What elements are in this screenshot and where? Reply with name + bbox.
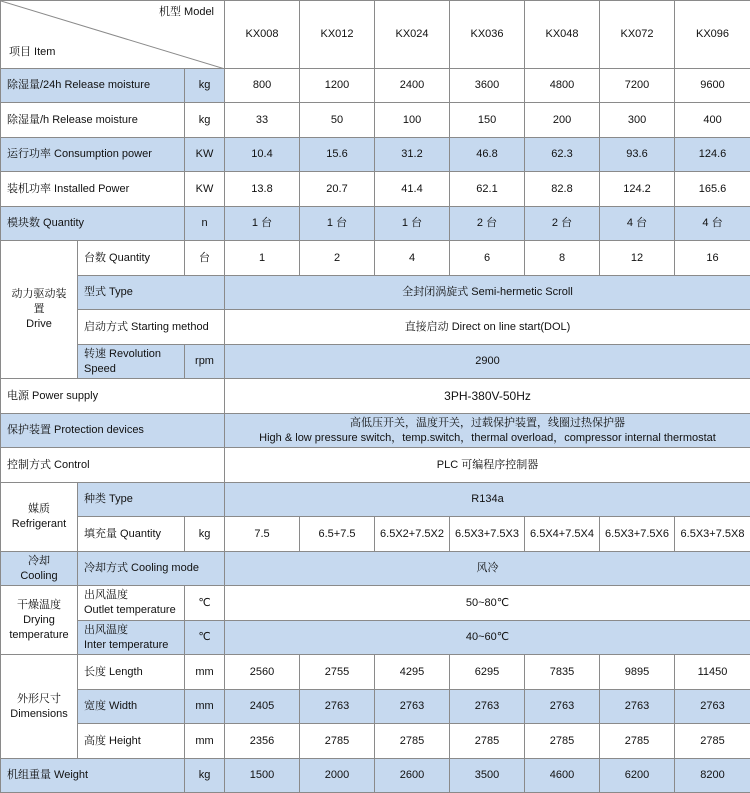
row-unit: 台 [185, 241, 225, 276]
header-diagonal-cell [1, 1, 225, 69]
merged-value: 3PH-380V-50Hz [225, 379, 750, 414]
model-header-label: 机型 Model [159, 5, 214, 20]
row-label: 冷却方式 Cooling mode [78, 552, 225, 586]
table-cell: 1 台 [375, 207, 450, 241]
table-cell: 2600 [375, 759, 450, 793]
row-unit: mm [185, 690, 225, 724]
merged-value: 40~60℃ [225, 621, 750, 655]
table-cell: 4 台 [600, 207, 675, 241]
table-row [1, 690, 750, 724]
table-cell: 31.2 [375, 138, 450, 172]
model-name: KX012 [300, 1, 375, 69]
table-cell: 100 [375, 103, 450, 138]
row-unit: KW [185, 172, 225, 207]
table-cell: 12 [600, 241, 675, 276]
table-cell: 1200 [300, 69, 375, 103]
row-label: 宽度 Width [78, 690, 185, 724]
merged-value: 直接启动 Direct on line start(DOL) [225, 310, 750, 345]
row-label: 台数 Quantity [78, 241, 185, 276]
table-row [1, 241, 750, 276]
row-label: 出风温度 Outlet temperature [78, 586, 185, 621]
row-label: 出风温度 Inter temperature [78, 621, 185, 655]
group-label-drying: 干燥温度 Drying temperature [1, 586, 78, 655]
table-cell: 2785 [375, 724, 450, 759]
row-unit: rpm [185, 345, 225, 379]
row-label: 种类 Type [78, 483, 225, 517]
table-cell: 2763 [675, 690, 750, 724]
table-cell: 4 [375, 241, 450, 276]
table-cell: 2763 [600, 690, 675, 724]
row-label: 电源 Power supply [1, 379, 225, 414]
group-label-dimensions: 外形尺寸 Dimensions [1, 655, 78, 759]
table-row [1, 138, 750, 172]
row-label: 高度 Height [78, 724, 185, 759]
model-name: KX096 [675, 1, 750, 69]
table-row [1, 207, 750, 241]
model-name: KX036 [450, 1, 525, 69]
table-cell: 400 [675, 103, 750, 138]
table-cell: 2560 [225, 655, 300, 690]
table-row [1, 724, 750, 759]
group-label-cooling: 冷却 Cooling [1, 552, 78, 586]
table-row [1, 655, 750, 690]
table-row [1, 172, 750, 207]
row-label: 控制方式 Control [1, 448, 225, 483]
table-cell: 6200 [600, 759, 675, 793]
table-cell: 20.7 [300, 172, 375, 207]
table-cell: 2356 [225, 724, 300, 759]
table-cell: 62.3 [525, 138, 600, 172]
table-cell: 8 [525, 241, 600, 276]
table-cell: 11450 [675, 655, 750, 690]
table-row [1, 379, 750, 414]
table-cell: 2763 [375, 690, 450, 724]
row-label: 运行功率 Consumption power [1, 138, 185, 172]
model-name: KX024 [375, 1, 450, 69]
table-cell: 300 [600, 103, 675, 138]
row-label: 转速 Revolution Speed [78, 345, 185, 379]
row-label: 除湿量/h Release moisture [1, 103, 185, 138]
merged-value: PLC 可编程序控制器 [225, 448, 750, 483]
table-row [1, 276, 750, 310]
row-unit: kg [185, 759, 225, 793]
table-cell: 4 台 [675, 207, 750, 241]
group-label-refrigerant: 媒质 Refrigerant [1, 483, 78, 552]
row-unit: n [185, 207, 225, 241]
table-row [1, 448, 750, 483]
model-name: KX048 [525, 1, 600, 69]
table-row [1, 103, 750, 138]
row-unit: ℃ [185, 586, 225, 621]
table-cell: 1 台 [225, 207, 300, 241]
table-cell: 3600 [450, 69, 525, 103]
table-cell: 124.6 [675, 138, 750, 172]
row-label: 型式 Type [78, 276, 225, 310]
header-row [1, 1, 750, 69]
table-cell: 1500 [225, 759, 300, 793]
row-unit: KW [185, 138, 225, 172]
table-cell: 124.2 [600, 172, 675, 207]
table-row [1, 345, 750, 379]
row-label: 保护装置 Protection devices [1, 414, 225, 448]
table-cell: 2405 [225, 690, 300, 724]
table-cell: 2 [300, 241, 375, 276]
row-label: 填充量 Quantity [78, 517, 185, 552]
merged-value: 2900 [225, 345, 750, 379]
table-cell: 6.5X3+7.5X3 [450, 517, 525, 552]
table-cell: 2763 [450, 690, 525, 724]
item-header-label: 项目 Item [9, 45, 55, 60]
table-cell: 93.6 [600, 138, 675, 172]
table-row [1, 69, 750, 103]
table-cell: 4295 [375, 655, 450, 690]
table-row [1, 621, 750, 655]
row-unit: kg [185, 69, 225, 103]
merged-value: 全封闭涡旋式 Semi-hermetic Scroll [225, 276, 750, 310]
table-cell: 6 [450, 241, 525, 276]
row-unit: mm [185, 655, 225, 690]
table-cell: 2763 [525, 690, 600, 724]
merged-value: 风冷 [225, 552, 750, 586]
table-cell: 3500 [450, 759, 525, 793]
table-cell: 62.1 [450, 172, 525, 207]
row-label: 模块数 Quantity [1, 207, 185, 241]
table-cell: 165.6 [675, 172, 750, 207]
table-cell: 2785 [450, 724, 525, 759]
table-cell: 7835 [525, 655, 600, 690]
table-row [1, 586, 750, 621]
row-unit: kg [185, 103, 225, 138]
table-cell: 800 [225, 69, 300, 103]
table-cell: 2755 [300, 655, 375, 690]
table-cell: 2 台 [525, 207, 600, 241]
table-cell: 13.8 [225, 172, 300, 207]
table-row [1, 517, 750, 552]
row-label: 机组重量 Weight [1, 759, 185, 793]
table-cell: 2785 [300, 724, 375, 759]
table-cell: 150 [450, 103, 525, 138]
table-cell: 2 台 [450, 207, 525, 241]
table-cell: 9600 [675, 69, 750, 103]
table-cell: 9895 [600, 655, 675, 690]
table-cell: 2785 [525, 724, 600, 759]
model-name: KX008 [225, 1, 300, 69]
row-label: 除湿量/24h Release moisture [1, 69, 185, 103]
row-unit: kg [185, 517, 225, 552]
merged-value: 50~80℃ [225, 586, 750, 621]
row-unit: ℃ [185, 621, 225, 655]
table-cell: 2763 [300, 690, 375, 724]
table-cell: 41.4 [375, 172, 450, 207]
table-cell: 82.8 [525, 172, 600, 207]
table-cell: 10.4 [225, 138, 300, 172]
table-cell: 2785 [675, 724, 750, 759]
table-cell: 2785 [600, 724, 675, 759]
table-row [1, 552, 750, 586]
merged-value: R134a [225, 483, 750, 517]
table-cell: 7200 [600, 69, 675, 103]
table-cell: 1 台 [300, 207, 375, 241]
table-cell: 200 [525, 103, 600, 138]
table-cell: 6.5X4+7.5X4 [525, 517, 600, 552]
table-cell: 33 [225, 103, 300, 138]
table-cell: 4800 [525, 69, 600, 103]
table-cell: 46.8 [450, 138, 525, 172]
table-cell: 2000 [300, 759, 375, 793]
group-label-drive: 动力驱动装 置 Drive [1, 241, 78, 379]
table-row [1, 414, 750, 448]
merged-value: 高低压开关，温度开关，过载保护装置，线圈过热保护器 High & low pressure switch，temp.switch，thermal overload，compressor internal thermostat [225, 414, 750, 448]
table-cell: 1 [225, 241, 300, 276]
table-cell: 50 [300, 103, 375, 138]
table-cell: 15.6 [300, 138, 375, 172]
row-label: 长度 Length [78, 655, 185, 690]
table-cell: 6.5X2+7.5X2 [375, 517, 450, 552]
table-row [1, 483, 750, 517]
row-label: 装机功率 Installed Power [1, 172, 185, 207]
table-cell: 6.5X3+7.5X6 [600, 517, 675, 552]
table-row [1, 759, 750, 793]
table-cell: 16 [675, 241, 750, 276]
table-cell: 2400 [375, 69, 450, 103]
table-cell: 6.5+7.5 [300, 517, 375, 552]
table-cell: 7.5 [225, 517, 300, 552]
row-label: 启动方式 Starting method [78, 310, 225, 345]
model-name: KX072 [600, 1, 675, 69]
table-cell: 6.5X3+7.5X8 [675, 517, 750, 552]
table-cell: 4600 [525, 759, 600, 793]
table-cell: 6295 [450, 655, 525, 690]
table-row [1, 310, 750, 345]
table-cell: 8200 [675, 759, 750, 793]
row-unit: mm [185, 724, 225, 759]
